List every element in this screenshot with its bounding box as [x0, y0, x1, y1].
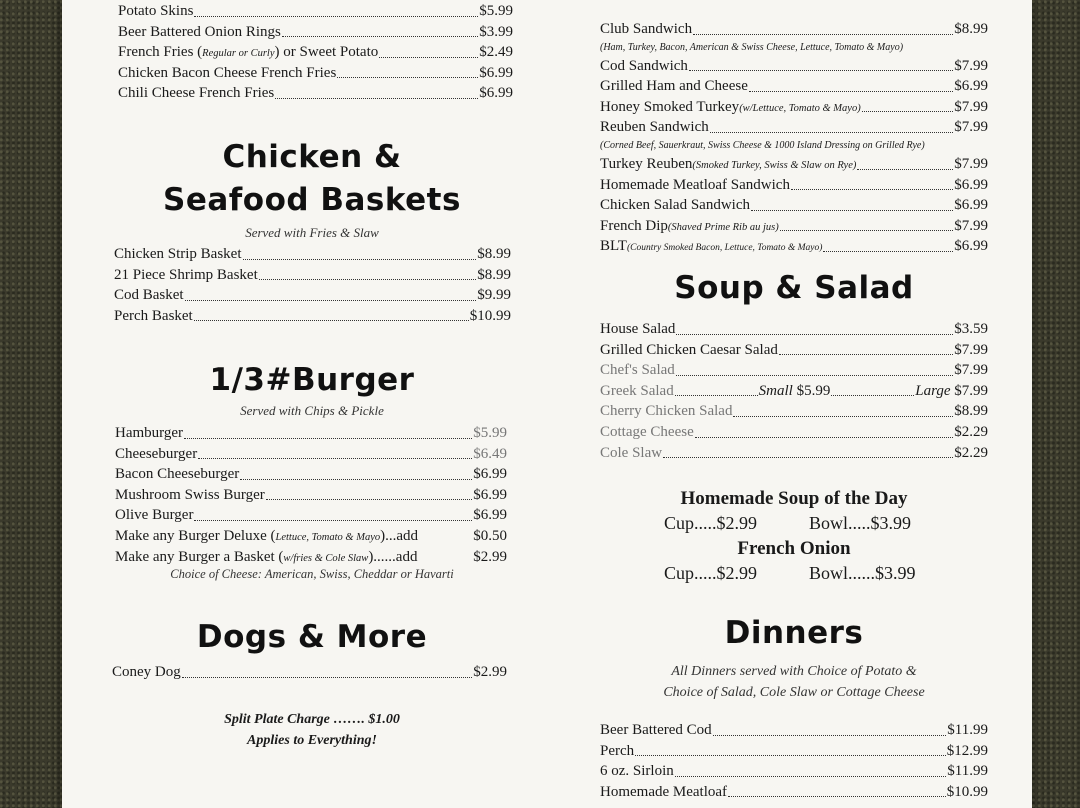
menu-item: Honey Smoked Turkey (w/Lettuce, Tomato & Mayo) $7.99	[600, 98, 988, 115]
menu-item: Chicken Salad Sandwich $6.99	[600, 197, 988, 214]
menu-item: Make any Burger a Basket ( w/fries & Cole Slaw )......add $2.99	[115, 548, 507, 565]
applies-note: Applies to Everything!	[247, 733, 377, 748]
item-description: (Corned Beef, Sauerkraut, Swiss Cheese & 1000 Island Dressing on Grilled Rye)	[600, 139, 925, 151]
menu-item: Greek Salad Small $5.99 Large $7.99	[600, 382, 989, 399]
burger-heading: 1/3#Burger	[209, 362, 415, 398]
menu-item: 6 oz. Sirloin $11.99	[600, 763, 988, 780]
soup-of-day-title: Homemade Soup of the Day	[680, 488, 908, 509]
dogs-heading: Dogs & More	[196, 619, 428, 655]
menu-item: Reuben Sandwich $7.99	[600, 119, 988, 136]
soup-cup-price: Cup.....$2.99	[664, 513, 758, 533]
dinners-heading: Dinners	[724, 615, 864, 651]
menu-item: Chef's Salad $7.99	[600, 362, 988, 379]
dinners-served-note-2: Choice of Salad, Cole Slaw or Cottage Cheese	[663, 685, 925, 700]
menu-item: Perch Basket $10.99	[114, 307, 511, 324]
menu-item: Bacon Cheeseburger $6.99	[115, 466, 507, 483]
menu-item: Cod Sandwich $7.99	[600, 57, 988, 74]
sandwich-list	[600, 19, 988, 257]
menu-item: Cherry Chicken Salad $8.99	[600, 403, 988, 420]
menu-item: Coney Dog $2.99	[112, 664, 507, 680]
menu-item: Chili Cheese French Fries $6.99	[118, 85, 513, 102]
salad-list	[600, 319, 988, 463]
menu-item: Chicken Strip Basket $8.99	[114, 246, 511, 262]
soup-salad-heading: Soup & Salad	[674, 270, 914, 306]
menu-item: Homemade Meatloaf Sandwich $6.99	[600, 176, 988, 193]
menu-item: BLT (Country Smoked Bacon, Lettuce, Tomato & Mayo) $6.99	[600, 238, 988, 255]
sides-list	[118, 0, 513, 104]
menu-item: Potato Skins $5.99	[118, 3, 513, 19]
french-onion-title: French Onion	[737, 538, 851, 559]
split-plate-charge: Split Plate Charge ……. $1.00	[224, 712, 400, 727]
chicken-list	[114, 244, 511, 326]
menu-item: Cole Slaw $2.29	[600, 444, 988, 461]
onion-cup-price: Cup.....$2.99	[664, 563, 758, 583]
soup-bowl-price: Bowl.....$3.99	[809, 513, 912, 533]
menu-item: Turkey Reuben (Smoked Turkey, Swiss & Slaw on Rye) $7.99	[600, 155, 988, 172]
onion-bowl-price: Bowl......$3.99	[809, 563, 916, 583]
dogs-list	[112, 662, 507, 683]
menu-item: Beer Battered Cod $11.99	[600, 722, 988, 738]
menu-item: Olive Burger $6.99	[115, 507, 507, 524]
menu-item: Hamburger $5.99	[115, 425, 507, 441]
menu-item: French Dip (Shaved Prime Rib au jus) $7.99	[600, 217, 988, 234]
burger-served-note: Served with Chips & Pickle	[240, 403, 384, 418]
menu-item: Club Sandwich $8.99	[600, 21, 988, 37]
menu-item: House Salad $3.59	[600, 321, 988, 337]
menu-item: Grilled Chicken Caesar Salad $7.99	[600, 341, 988, 358]
menu-item: Mushroom Swiss Burger $6.99	[115, 486, 507, 503]
menu-item: French Fries ( Regular or Curly ) or Sweet Potato $2.49	[118, 44, 513, 61]
menu-item: Chicken Bacon Cheese French Fries $6.99	[118, 64, 513, 81]
menu-item: Perch $12.99	[600, 742, 988, 759]
dinners-served-note-1: All Dinners served with Choice of Potato &	[671, 664, 917, 679]
dinner-list	[600, 720, 988, 802]
menu-item: Cottage Cheese $2.29	[600, 423, 988, 440]
chicken-seafood-heading: Chicken & Seafood Baskets	[163, 139, 461, 218]
cheese-note: Choice of Cheese: American, Swiss, Cheddar or Havarti	[170, 567, 454, 581]
menu-item: Grilled Ham and Cheese $6.99	[600, 78, 988, 95]
menu-item: Cheeseburger $6.49	[115, 445, 507, 462]
chicken-served-note: Served with Fries & Slaw	[245, 225, 379, 240]
menu-item: Cod Basket $9.99	[114, 287, 511, 304]
menu-item: Homemade Meatloaf $10.99	[600, 783, 988, 800]
menu-item: Beer Battered Onion Rings $3.99	[118, 23, 513, 40]
burger-list	[115, 423, 507, 567]
item-description: (Ham, Turkey, Bacon, American & Swiss Cheese, Lettuce, Tomato & Mayo)	[600, 41, 904, 53]
menu-item: Make any Burger Deluxe ( Lettuce, Tomato & Mayo )...add $0.50	[115, 527, 507, 544]
menu-item: 21 Piece Shrimp Basket $8.99	[114, 266, 511, 283]
